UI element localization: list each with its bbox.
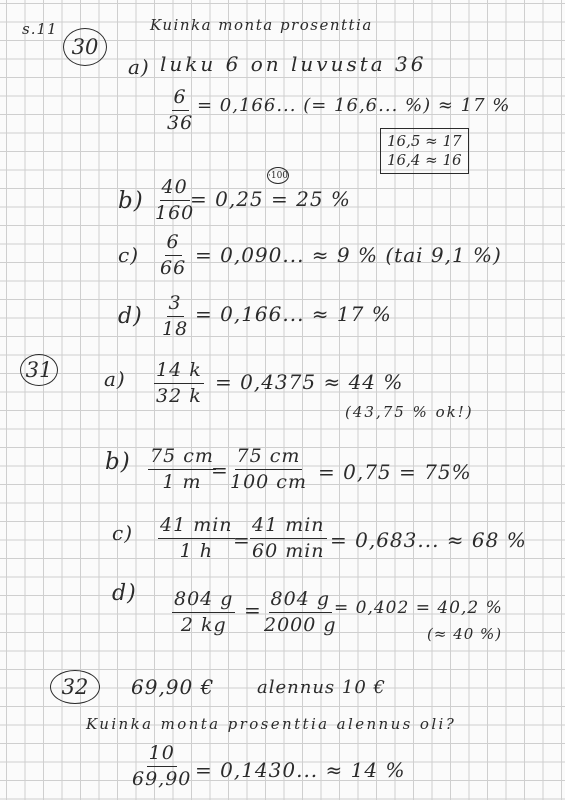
ex31-d-note: (≈ 40 %) (427, 625, 503, 643)
ex31-a-label: a) (104, 367, 126, 391)
ex31-d-numerator-1: 804 g (172, 590, 235, 613)
ex32-numerator: 10 (147, 744, 177, 767)
ex30-c-numerator: 6 (165, 233, 182, 256)
ex30-a-fraction (165, 88, 195, 133)
ex32-fraction (130, 744, 193, 789)
ex30-a-denominator: 36 (167, 112, 194, 134)
ex31-d-label: d) (112, 581, 137, 606)
ex32-discount: alennus 10 € (257, 677, 386, 698)
ex30-a-numerator: 6 (172, 88, 189, 111)
ex31-d-denominator-1: 2 kg (180, 614, 227, 636)
ex31-c-result: = 0,683... ≈ 68 % (330, 528, 527, 552)
ex31-b-denominator-2: 100 cm (230, 471, 307, 493)
ex30-a-label: a) (128, 55, 150, 79)
exercise-31-number: 31 (20, 354, 58, 386)
ex31-c-numerator-2: 41 min (250, 516, 327, 539)
ex31-d-fraction-2 (262, 590, 339, 635)
ex30-b-note: ·100 (267, 167, 289, 184)
ex31-b-fraction-1 (148, 447, 216, 492)
ex31-b-numerator-1: 75 cm (148, 447, 216, 470)
ex31-c-numerator-1: 41 min (158, 516, 235, 539)
ex31-b-equals: = (211, 458, 229, 482)
ex31-c-denominator-2: 60 min (252, 540, 325, 562)
ex32-denominator: 69,90 (132, 768, 192, 790)
ex32-result: = 0,1430... ≈ 14 % (195, 758, 406, 782)
exercise-32-number: 32 (50, 670, 100, 704)
ex31-a-numerator: 14 k (154, 361, 204, 384)
ex31-d-fraction-1 (172, 590, 235, 635)
ex31-b-label: b) (105, 449, 131, 475)
page-label: s.11 (22, 20, 58, 38)
ex30-c-denominator: 66 (160, 257, 187, 279)
ex30-d-label: d) (118, 304, 143, 329)
ex31-c-equals: = (233, 528, 251, 552)
rounding-box-line-1: 16,5 ≈ 17 (387, 132, 462, 150)
ex31-a-fraction (154, 361, 204, 406)
ex30-a-text: luku 6 on luvusta 36 (160, 52, 427, 76)
ex31-d-equals: = (244, 598, 262, 622)
ex31-d-result: = 0,402 = 40,2 % (334, 598, 503, 618)
ex32-price: 69,90 € (131, 675, 215, 699)
exercise-30-number: 30 (63, 28, 107, 66)
ex30-c-fraction (158, 233, 188, 278)
ex30-c-result: = 0,090... ≈ 9 % (tai 9,1 %) (195, 243, 502, 267)
ex30-d-numerator: 3 (167, 294, 184, 317)
ex31-c-denominator-1: 1 h (179, 540, 213, 562)
ex31-c-label: c) (112, 521, 134, 545)
ex31-c-fraction-1 (158, 516, 235, 561)
ex30-b-numerator: 40 (160, 178, 190, 201)
rounding-box-line-2: 16,4 ≈ 16 (387, 150, 462, 169)
rounding-box (380, 128, 469, 174)
ex31-a-denominator: 32 k (156, 385, 202, 407)
ex31-b-numerator-2: 75 cm (235, 447, 303, 470)
ex31-c-fraction-2 (250, 516, 327, 561)
ex30-c-label: c) (118, 243, 140, 267)
ex31-a-note: (43,75 % ok!) (345, 403, 474, 421)
ex31-d-denominator-2: 2000 g (264, 614, 337, 636)
ex30-b-denominator: 160 (155, 202, 195, 224)
ex31-a-result: = 0,4375 ≈ 44 % (215, 370, 404, 394)
ex31-d-numerator-2: 804 g (269, 590, 332, 613)
ex30-b-result: = 0,25 = 25 % (190, 187, 351, 211)
ex31-b-result: = 0,75 = 75% (318, 460, 472, 484)
ex30-d-result: = 0,166... ≈ 17 % (195, 302, 392, 326)
ex30-d-denominator: 18 (162, 318, 189, 340)
ex32-question: Kuinka monta prosenttia alennus oli? (86, 715, 457, 733)
ex31-b-denominator-1: 1 m (162, 471, 202, 493)
ex30-b-label: b) (118, 188, 144, 214)
exercise-30-title: Kuinka monta prosenttia (150, 16, 373, 34)
ex30-d-fraction (160, 294, 190, 339)
ex31-b-fraction-2 (228, 447, 309, 492)
ex30-a-result: = 0,166... (= 16,6... %) ≈ 17 % (197, 95, 511, 116)
